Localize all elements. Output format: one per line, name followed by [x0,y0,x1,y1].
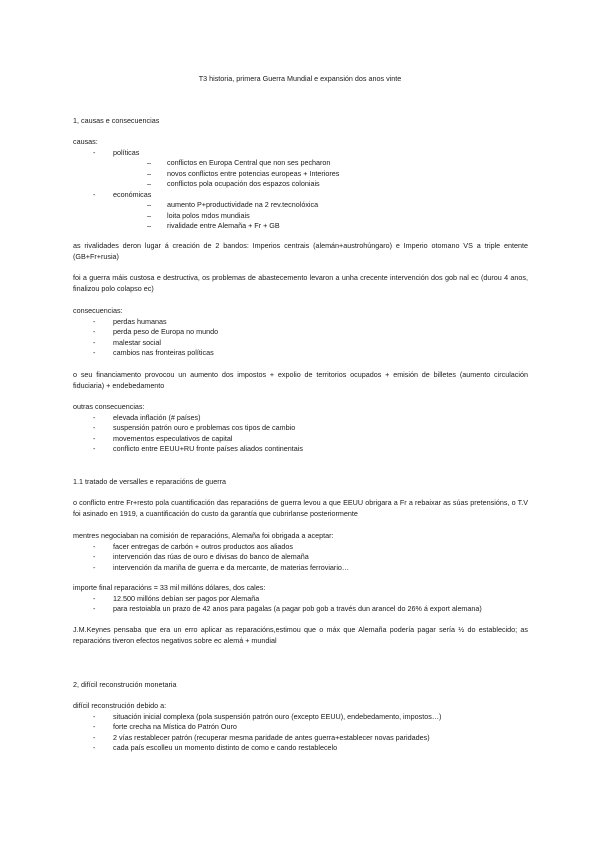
list-item: - facer entregas de carbón + outros productos aos aliados [93,542,528,553]
paragraph-text: as rivalidades deron lugar á creación de 2 bandos: Imperios centrais (alemán+austrohúngaro) e Imperio otomano VS a triple entente (GB+Fr+rusia) [73,241,528,261]
paragraph [73,625,528,646]
section-heading-2: 2, difícil reconstrución monetaria [73,680,177,689]
paragraph-text: J.M.Keynes pensaba que era un erro aplicar as reparacións,estimou que o máx que Alemaña podería pagar sería ½ do establecido; as reparacións tiveron efectos negativos sobre ec alemá + mundial [73,625,528,645]
list-item: – loita polos mdos mundiais [147,211,528,222]
list-item: - elevada inflación (# países) [93,413,528,424]
paragraph-text: importe final reparacións = 33 mil millóns dólares, dos cales: [73,583,266,592]
list-item [93,148,528,190]
list-item: - cada país escolleu un momento distinto de como e cando restablecelo [93,743,528,754]
paragraph-text: o seu financiamento provocou un aumento dos impostos + expolio de territorios ocupados + emisión de billetes (aumento circulación fiduciaria) + endebedamento [73,370,528,390]
economicas-list [113,200,528,232]
list-item: – rivalidade entre Alemaña + Fr + GB [147,221,528,232]
list-item: - forte crecha na Mística do Patrón Ouro [93,722,528,733]
consecuencias-block [73,306,528,359]
reconstrucion-block [73,701,528,754]
politicas-list [113,158,528,190]
list-item: - suspensión patrón ouro e problemas cos tipos de cambio [93,423,528,434]
paragraph-text: difícil reconstrución debido a: [73,701,167,710]
paragraph [73,241,528,262]
politicas-label: políticas [113,147,140,157]
list-item: - intervención das rúas de ouro e divisas do banco de alemaña [93,552,528,563]
consecuencias-list [73,317,528,359]
list-item: – conflictos pola ocupación dos espazos coloniais [147,179,528,190]
list-item: - intervención da mariña de guerra e da mercante, de materias ferroviario… [93,563,528,574]
list-item: - perdas humanas [93,317,528,328]
list-item: – conflictos en Europa Central que non ses pecharon [147,158,528,169]
economicas-label: económicas [113,189,152,199]
reparacions-list [73,594,528,615]
list-item: - perda peso de Europa no mundo [93,327,528,338]
list-item: - conflicto entre EEUU+RU fronte países aliados continentais [93,444,528,455]
causas-label: causas: [73,137,98,146]
consecuencias-label: consecuencias: [73,306,123,315]
document-title: T3 historia, primera Guerra Mundial e expansión dos anos vinte [198,74,402,83]
list-item: - situación inicial complexa (pola suspensión patrón ouro (excepto EEUU), endebedamento, impostos…) [93,712,528,723]
list-item: - movementos especulativos de capital [93,434,528,445]
paragraph-text: foi a guerra máis custosa e destructiva, os problemas de abastecemento levaron a unha crecente intervención dos gob nal ec (durou 4 anos, finalizou polo colapso ec) [73,273,528,293]
section-heading-1-1: 1.1 tratado de versalles e reparacións de guerra [73,477,227,486]
section-heading-1: 1, causas e consecuencias [73,116,160,125]
outras-label: outras consecuencias: [73,402,145,411]
list-item: - 2 vías restablecer patrón (recuperar mesma paridade de antes guerra+establecer novas paridades) [93,733,528,744]
paragraph [73,498,528,519]
causas-list [73,148,528,232]
reconstrucion-list [73,712,528,754]
list-item: – aumento P+productividade na 2 rev.tecnolóxica [147,200,528,211]
list-item: - 12.500 millóns debían ser pagos por Alemaña [93,594,528,605]
list-item: – novos conflictos entre potencias europeas + Interiores [147,169,528,180]
paragraph-text: o conflicto entre Fr+resto pola cuantificación das reparacións de guerra levou a que EEUU obrigara a Fr a rebaixar as súas pretensións, o T.V foi asinado en 1919, a cuantificación do custo da garantía que cubrirlanse posteriormente [73,498,528,518]
list-item: - malestar social [93,338,528,349]
reparacions-block [73,583,528,615]
aceptar-list [73,542,528,574]
paragraph [73,370,528,391]
outras-block [73,402,528,455]
paragraph-text: mentres negociaban na comisión de reparacións, Alemaña foi obrigada a aceptar: [73,531,334,540]
causas-block [73,137,528,232]
list-item [93,190,528,232]
list-item: - cambios nas fronteiras políticas [93,348,528,359]
list-item: - para restoiabla un prazo de 42 anos para pagalas (a pagar pob gob a través dun arancel do 26% á export alemana) [93,604,528,615]
paragraph [73,273,528,294]
aceptar-block [73,531,528,573]
outras-list [73,413,528,455]
